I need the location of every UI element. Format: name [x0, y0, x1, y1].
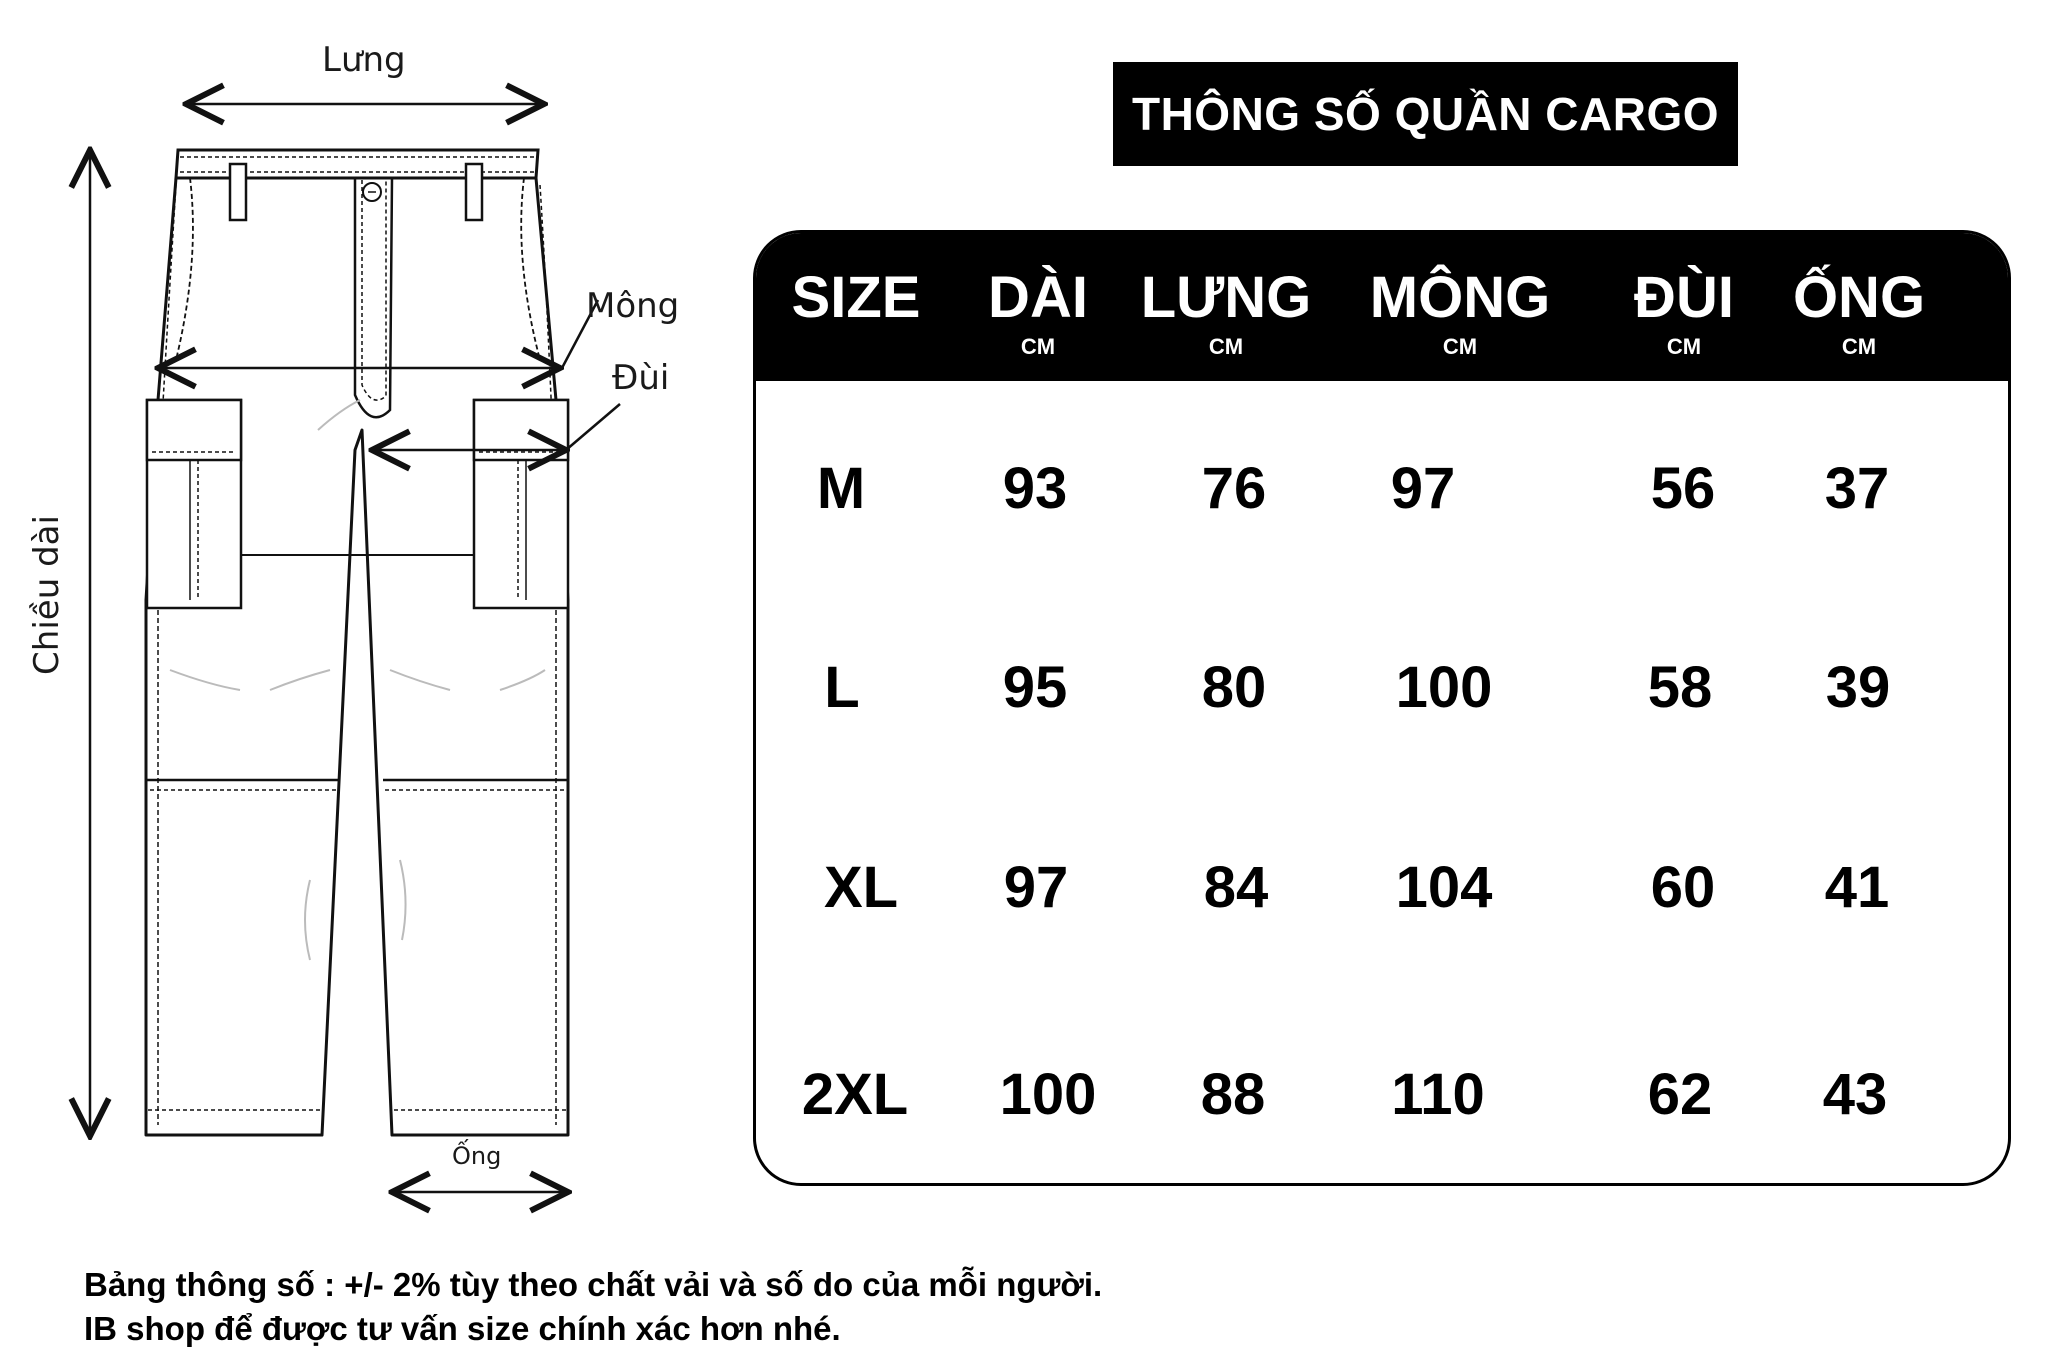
title-text: THÔNG SỐ QUẦN CARGO	[1131, 88, 1720, 140]
dai-cell: 97	[1003, 855, 1069, 920]
size-table	[753, 230, 2011, 1186]
dui-cell: 56	[1650, 456, 1716, 521]
mong-label: Mông	[586, 286, 680, 326]
table-row	[756, 648, 2008, 728]
header-mong	[1369, 265, 1551, 359]
ong-cell: 41	[1824, 855, 1890, 920]
chieu-dai-label: Chiều dài	[27, 515, 67, 675]
header-unit: CM	[1020, 334, 1056, 359]
lung-cell: 76	[1201, 456, 1267, 521]
pants-sketch-svg	[0, 0, 760, 1230]
header-dai	[988, 265, 1088, 359]
header-name: ĐÙI	[1634, 265, 1734, 330]
lung-cell: 84	[1203, 855, 1269, 920]
pants-diagram	[0, 0, 760, 1230]
ong-cell: 37	[1824, 456, 1890, 521]
footnote-line-1: Bảng thông số : +/- 2% tùy theo chất vải và số do của mỗi người.	[84, 1266, 1103, 1303]
ong-cell: 39	[1825, 655, 1891, 720]
page-title	[1113, 62, 1738, 166]
mong-cell: 104	[1395, 855, 1493, 920]
footnote-line-2: IB shop để được tư vấn size chính xác hơn nhé.	[84, 1310, 841, 1347]
size-cell: M	[816, 456, 866, 521]
dai-cell: 100	[999, 1062, 1097, 1127]
lung-label: Lưng	[322, 40, 406, 80]
cargo-pocket-left	[147, 400, 241, 608]
table-header	[756, 233, 2008, 381]
lung-cell: 80	[1201, 655, 1267, 720]
dai-cell: 93	[1002, 456, 1068, 521]
dai-cell: 95	[1002, 655, 1068, 720]
ong-label: Ống	[452, 1142, 502, 1170]
header-unit: CM	[1666, 334, 1702, 359]
lung-cell: 88	[1200, 1062, 1266, 1127]
header-name: LƯNG	[1140, 265, 1312, 330]
dui-label: Đùi	[612, 358, 670, 398]
header-name: MÔNG	[1369, 265, 1551, 330]
mong-cell: 100	[1395, 655, 1493, 720]
table-row	[756, 848, 2008, 928]
header-lung	[1140, 265, 1312, 359]
header-name: ỐNG	[1792, 265, 1926, 330]
size-cell: 2XL	[801, 1062, 909, 1127]
header-unit: CM	[1208, 334, 1244, 359]
size-cell: L	[824, 655, 860, 720]
size-cell: XL	[823, 855, 899, 920]
dui-cell: 60	[1650, 855, 1716, 920]
dui-leader	[566, 404, 620, 450]
cargo-pocket-right	[474, 400, 568, 608]
dui-cell: 58	[1647, 655, 1713, 720]
header-name: SIZE	[791, 265, 921, 330]
header-dui	[1634, 265, 1734, 359]
header-size	[791, 265, 921, 336]
header-ong	[1792, 265, 1926, 359]
footnote	[84, 1263, 1102, 1351]
table-row	[756, 449, 2008, 529]
mong-cell: 110	[1391, 1062, 1485, 1127]
ong-cell: 43	[1822, 1062, 1888, 1127]
dui-cell: 62	[1647, 1062, 1713, 1127]
table-row	[756, 1055, 2008, 1135]
header-unit: CM	[1442, 334, 1478, 359]
header-name: DÀI	[988, 265, 1088, 330]
pants-outline	[146, 178, 568, 1135]
header-unit: CM	[1841, 334, 1877, 359]
mong-cell: 97	[1390, 456, 1456, 521]
